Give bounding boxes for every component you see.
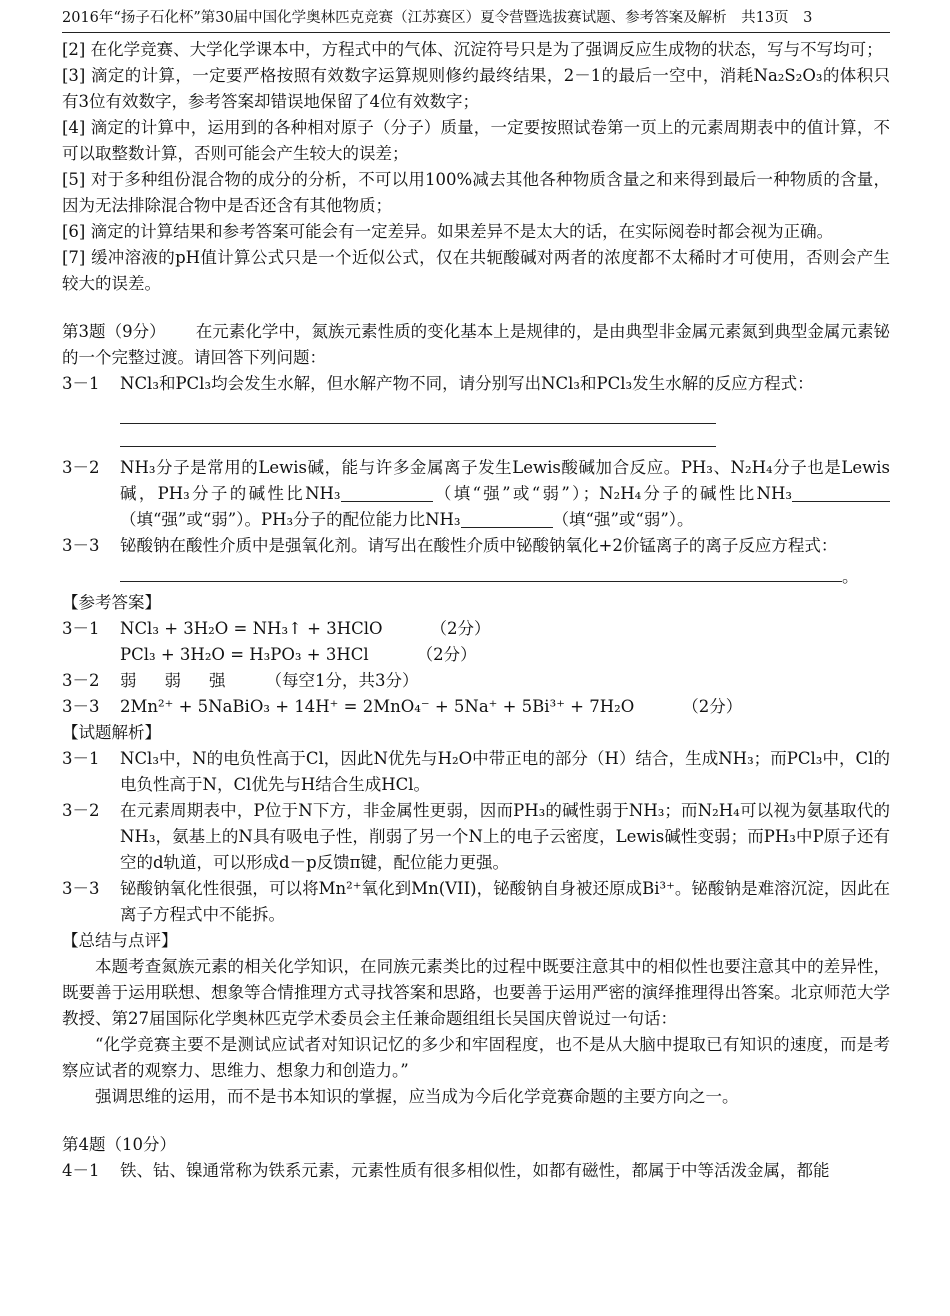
summary-paragraph: 本题考查氮族元素的相关化学知识，在同族元素类比的过程中既要注意其中的相似性也要注意其中的差异性，既要善于运用联想、想象等合情推理方式寻找答案和思路，也要善于运用严密的演绎推理得出答案。北京师范大学教授、第27届国际化学奥林匹克学术委员会主任兼命题组组长吴国庆曾说过一句话： [62,957,890,1028]
score: （每空1分，共3分） [265,671,419,690]
equation: PCl₃ + 3H₂O = H₃PO₃ + 3HCl [120,645,369,664]
item-number: 3－3 [62,879,100,898]
equation: NCl₃ + 3H₂O = NH₃↑ + 3HClO [120,619,383,638]
answer-value: 弱 [120,671,137,690]
item-text: NCl₃和PCl₃均会发生水解，但水解产物不同，请分别写出NCl₃和PCl₃发生水解的反应方程式： [120,374,814,393]
item-number: 3－1 [62,749,100,768]
answer-line [120,424,716,447]
summary-label: 【总结与点评】 [62,931,178,950]
item-number: 3－3 [62,536,100,555]
document-page [62,8,890,1184]
note-item: [7] 缓冲溶液的pH值计算公式只是一个近似公式，仅在共轭酸碱对两者的浓度都不太稀时才可使用，否则会产生较大的误差。 [62,248,890,293]
item-text: 铁、钴、镍通常称为铁系元素，元素性质有很多相似性，如都有磁性，都属于中等活泼金属，都能 [120,1161,830,1180]
note-item: [3] 滴定的计算，一定要严格按照有效数字运算规则修约最终结果，2－1的最后一空中，消耗Na₂S₂O₃的体积只有3位有效数字，参考答案却错误地保留了4位有效数字； [62,66,890,111]
analysis-text: 在元素周期表中，P位于N下方，非金属性更弱，因而PH₃的碱性弱于NH₃；而N₂H₄可以视为氨基取代的NH₃，氨基上的N具有吸电子性，削弱了另一个N上的电子云密度，Lewis碱性变弱；而PH₃中P原子还有空的d轨道，可以形成d－p反馈π键，配位能力更强。 [120,801,890,872]
answer-3-2 [62,668,890,694]
question-3-1 [62,371,890,397]
answer-value: 弱 [164,671,181,690]
note-item: [2] 在化学竞赛、大学化学课本中，方程式中的气体、沉淀符号只是为了强调反应生成物的状态，写与不写均可； [62,40,883,59]
item-number: 3－3 [62,697,100,716]
answer-line [120,559,842,582]
answer-line [120,401,716,424]
item-text: （填“强”或“弱”）。PH₃分子的配位能力比NH₃ [120,510,461,529]
answer-value: 强 [209,671,226,690]
question-3-title: 第3题（9分） [62,322,166,341]
answer-3-1b [62,642,890,668]
item-text: NH₃分子是常用的Lewis碱，能与许多金属离子发生Lewis酸碱加合反应。PH₃、N₂H₄分子也是Lewis碱，PH₃分子的碱性比NH₃ [120,458,890,503]
summary-paragraph: 强调思维的运用，而不是书本知识的掌握，应当成为今后化学竞赛命题的主要方向之一。 [95,1087,739,1106]
question-3-2 [62,455,890,533]
summary-quote: “化学竞赛主要不是测试应试者对知识记忆的多少和牢固程度，也不是从大脑中提取已有知识的速度，而是考察应试者的观察力、思维力、想象力和创造力。” [62,1035,890,1080]
analysis-text: NCl₃中，N的电负性高于Cl，因此N优先与H₂O中带正电的部分（H）结合，生成NH₃；而PCl₃中，Cl的电负性高于N，Cl优先与H结合生成HCl。 [120,749,890,794]
score: （2分） [430,619,491,638]
analysis-3-3 [62,876,890,928]
score: （2分） [416,645,477,664]
item-text: 铋酸钠在酸性介质中是强氧化剂。请写出在酸性介质中铋酸钠氧化+2价锰离子的离子反应方程式： [120,536,838,555]
notes-section [62,37,890,297]
question-4-title: 第4题（10分） [62,1135,176,1154]
item-end-mark: 。 [842,567,859,586]
note-item: [6] 滴定的计算结果和参考答案可能会有一定差异。如果差异不是太大的话，在实际阅卷时都会视为正确。 [62,222,834,241]
item-number: 3－2 [62,458,100,477]
page-header: 2016年“扬子石化杯”第30届中国化学奥林匹克竞赛（江苏赛区）夏令营暨选拔赛试题、参考答案及解析 共13页 3 [62,8,890,33]
blank-2[interactable] [792,483,890,502]
analysis-label: 【试题解析】 [62,723,161,742]
note-item: [4] 滴定的计算中，运用到的各种相对原子（分子）质量，一定要按照试卷第一页上的元素周期表中的值计算，不可以取整数计算，否则可能会产生较大的误差； [62,118,890,163]
question-3-intro: 在元素化学中，氮族元素性质的变化基本上是规律的，是由典型非金属元素氮到典型金属元素铋的一个完整过渡。请回答下列问题： [62,322,891,367]
question-3-heading [62,319,890,371]
analysis-3-2 [62,798,890,876]
analysis-3-1 [62,746,890,798]
item-number: 4－1 [62,1161,100,1180]
item-number: 3－1 [62,374,100,393]
item-text: （填“强”或“弱”）；N₂H₄分子的碱性比NH₃ [432,484,792,503]
answer-3-1 [62,616,890,642]
item-number: 3－1 [62,619,100,638]
equation: 2Mn²⁺ + 5NaBiO₃ + 14H⁺ = 2MnO₄⁻ + 5Na⁺ + 5Bi³⁺ + 7H₂O [120,697,635,716]
blank-3[interactable] [461,509,553,528]
item-number: 3－2 [62,801,100,820]
answer-3-3 [62,694,890,720]
analysis-text: 铋酸钠氧化性很强，可以将Mn²⁺氧化到Mn(VII)，铋酸钠自身被还原成Bi³⁺。铋酸钠是难溶沉淀，因此在离子方程式中不能拆。 [120,879,890,924]
question-4-1 [62,1158,890,1184]
item-number: 3－2 [62,671,100,690]
answer-label: 【参考答案】 [62,593,161,612]
item-text: （填“强”或“弱”）。 [552,510,694,529]
question-3-3 [62,533,890,559]
note-item: [5] 对于多种组份混合物的成分的分析，不可以用100%减去其他各种物质含量之和来得到最后一种物质的含量，因为无法排除混合物中是否还含有其他物质； [62,170,890,215]
score: （2分） [682,697,743,716]
blank-1[interactable] [341,483,433,502]
